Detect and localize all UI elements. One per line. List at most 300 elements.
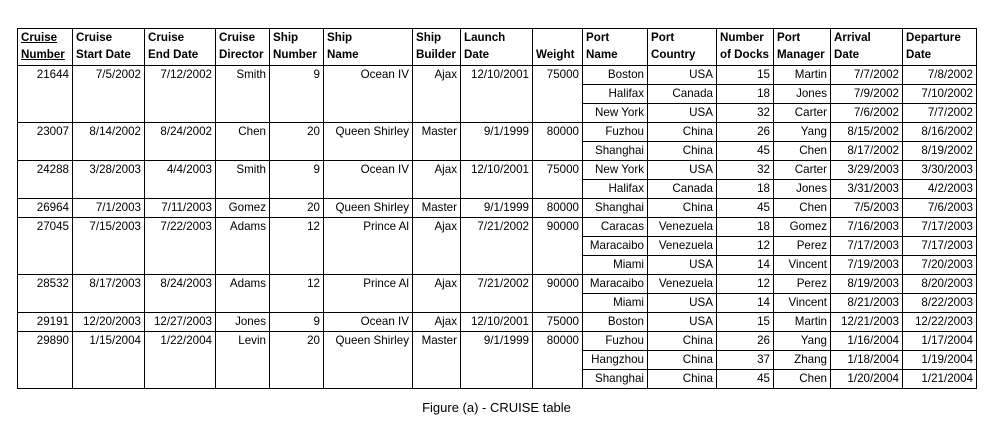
- cruise-cell: 90000: [533, 218, 583, 237]
- table-row: [18, 332, 977, 351]
- port-cell: Jones: [774, 180, 831, 199]
- port-cell: Venezuela: [648, 218, 717, 237]
- column-header: [270, 29, 324, 66]
- port-cell: 1/20/2004: [831, 370, 903, 389]
- column-header-line2: Manager: [777, 48, 825, 61]
- cruise-cell-empty: [145, 142, 216, 161]
- cruise-cell: Gomez: [216, 199, 270, 218]
- cruise-cell-empty: [18, 370, 73, 389]
- port-cell: 8/17/2002: [831, 142, 903, 161]
- cruise-cell: 24288: [18, 161, 73, 180]
- column-header-line1: Ship: [327, 31, 353, 44]
- port-cell: 3/30/2003: [903, 161, 977, 180]
- cruise-cell: 27045: [18, 218, 73, 237]
- column-header-line1: Arrival: [834, 31, 871, 44]
- cruise-table: [17, 28, 977, 389]
- cruise-cell: Ajax: [413, 218, 461, 237]
- cruise-cell-empty: [270, 180, 324, 199]
- cruise-cell-empty: [461, 142, 533, 161]
- cruise-cell-empty: [533, 256, 583, 275]
- table-row: [18, 218, 977, 237]
- cruise-cell: 21644: [18, 66, 73, 85]
- cruise-cell-empty: [145, 370, 216, 389]
- port-cell: New York: [583, 104, 648, 123]
- table-row: [18, 199, 977, 218]
- column-header-line2: Country: [651, 48, 696, 61]
- cruise-cell: 8/14/2002: [73, 123, 145, 142]
- port-cell: 15: [717, 66, 774, 85]
- cruise-cell: 8/24/2002: [145, 123, 216, 142]
- cruise-cell: 12/27/2003: [145, 313, 216, 332]
- port-cell: 15: [717, 313, 774, 332]
- cruise-cell-empty: [533, 85, 583, 104]
- cruise-cell: Master: [413, 199, 461, 218]
- cruise-cell: Ocean IV: [324, 313, 413, 332]
- cruise-cell: 80000: [533, 123, 583, 142]
- cruise-cell: 9/1/1999: [461, 199, 533, 218]
- port-cell: 1/19/2004: [903, 351, 977, 370]
- column-header: [648, 29, 717, 66]
- cruise-cell: Prince Al: [324, 275, 413, 294]
- column-header-line2: Weight: [536, 48, 575, 61]
- cruise-cell: Ajax: [413, 66, 461, 85]
- port-cell: New York: [583, 161, 648, 180]
- port-cell: Chen: [774, 142, 831, 161]
- cruise-cell-empty: [413, 85, 461, 104]
- column-header-line2: Date: [834, 48, 860, 61]
- port-cell: 7/16/2003: [831, 218, 903, 237]
- port-cell: Martin: [774, 66, 831, 85]
- cruise-cell-empty: [533, 104, 583, 123]
- port-cell: 3/29/2003: [831, 161, 903, 180]
- cruise-cell-empty: [413, 294, 461, 313]
- cruise-cell: 3/28/2003: [73, 161, 145, 180]
- cruise-cell: Adams: [216, 218, 270, 237]
- cruise-cell-empty: [270, 294, 324, 313]
- port-cell: 18: [717, 218, 774, 237]
- cruise-cell: 20: [270, 123, 324, 142]
- cruise-cell: 75000: [533, 66, 583, 85]
- port-cell: Halifax: [583, 180, 648, 199]
- port-cell: 7/17/2003: [831, 237, 903, 256]
- cruise-cell-empty: [461, 256, 533, 275]
- port-cell: USA: [648, 294, 717, 313]
- cruise-cell: 12: [270, 218, 324, 237]
- cruise-cell-empty: [145, 256, 216, 275]
- port-cell: Vincent: [774, 294, 831, 313]
- port-cell: Jones: [774, 85, 831, 104]
- port-cell: Venezuela: [648, 275, 717, 294]
- cruise-cell-empty: [324, 351, 413, 370]
- port-cell: 45: [717, 199, 774, 218]
- cruise-cell: 9/1/1999: [461, 332, 533, 351]
- cruise-cell-empty: [216, 85, 270, 104]
- table-row: [18, 275, 977, 294]
- port-cell: 7/7/2002: [903, 104, 977, 123]
- cruise-cell-empty: [324, 237, 413, 256]
- cruise-cell: 12/10/2001: [461, 161, 533, 180]
- cruise-cell: 20: [270, 332, 324, 351]
- cruise-cell-empty: [216, 142, 270, 161]
- cruise-cell-empty: [18, 180, 73, 199]
- cruise-cell-empty: [270, 370, 324, 389]
- port-cell: China: [648, 142, 717, 161]
- column-header-line1: Ship: [416, 31, 442, 44]
- cruise-cell: Smith: [216, 66, 270, 85]
- cruise-cell-empty: [216, 104, 270, 123]
- cruise-cell: 4/4/2003: [145, 161, 216, 180]
- cruise-cell-empty: [73, 180, 145, 199]
- cruise-cell-empty: [73, 237, 145, 256]
- cruise-cell-empty: [145, 351, 216, 370]
- column-header-line1: Port: [777, 31, 801, 44]
- column-header-line1: Port: [586, 31, 610, 44]
- port-cell: Chen: [774, 199, 831, 218]
- port-cell: 7/5/2003: [831, 199, 903, 218]
- port-cell: 7/6/2002: [831, 104, 903, 123]
- column-header-line2: Name: [327, 48, 359, 61]
- cruise-cell: 9: [270, 66, 324, 85]
- port-cell: USA: [648, 161, 717, 180]
- port-cell: Canada: [648, 180, 717, 199]
- cruise-cell-empty: [216, 294, 270, 313]
- cruise-cell: Queen Shirley: [324, 199, 413, 218]
- column-header: [461, 29, 533, 66]
- port-cell: 26: [717, 123, 774, 142]
- cruise-cell-empty: [324, 370, 413, 389]
- port-cell: Boston: [583, 66, 648, 85]
- port-cell: 7/17/2003: [903, 218, 977, 237]
- port-cell: USA: [648, 104, 717, 123]
- cruise-cell-empty: [216, 370, 270, 389]
- port-cell: China: [648, 370, 717, 389]
- port-cell: 7/7/2002: [831, 66, 903, 85]
- cruise-cell: 23007: [18, 123, 73, 142]
- port-cell: Vincent: [774, 256, 831, 275]
- port-cell: 26: [717, 332, 774, 351]
- port-cell: Gomez: [774, 218, 831, 237]
- port-cell: 12: [717, 275, 774, 294]
- table-row: [18, 256, 977, 275]
- port-cell: 7/10/2002: [903, 85, 977, 104]
- column-header: [831, 29, 903, 66]
- cruise-cell-empty: [73, 85, 145, 104]
- column-header-line1: Ship: [273, 31, 299, 44]
- cruise-cell: 9/1/1999: [461, 123, 533, 142]
- column-header: [717, 29, 774, 66]
- cruise-cell-empty: [533, 142, 583, 161]
- port-cell: Perez: [774, 275, 831, 294]
- port-cell: 18: [717, 180, 774, 199]
- cruise-cell-empty: [324, 104, 413, 123]
- cruise-cell: 9: [270, 161, 324, 180]
- port-cell: USA: [648, 313, 717, 332]
- column-header: [18, 29, 73, 66]
- column-header-line2: Number: [21, 48, 65, 61]
- cruise-cell: 75000: [533, 313, 583, 332]
- column-header-line1: Departure: [906, 31, 961, 44]
- cruise-cell: 7/21/2002: [461, 275, 533, 294]
- cruise-cell-empty: [270, 85, 324, 104]
- port-cell: 1/21/2004: [903, 370, 977, 389]
- port-cell: Maracaibo: [583, 237, 648, 256]
- cruise-cell: 80000: [533, 332, 583, 351]
- cruise-cell-empty: [324, 294, 413, 313]
- table-row: [18, 85, 977, 104]
- cruise-cell: 7/22/2003: [145, 218, 216, 237]
- cruise-cell-empty: [73, 294, 145, 313]
- table-row: [18, 66, 977, 85]
- port-cell: Shanghai: [583, 142, 648, 161]
- port-cell: 37: [717, 351, 774, 370]
- cruise-cell-empty: [216, 351, 270, 370]
- cruise-cell-empty: [18, 256, 73, 275]
- port-cell: 32: [717, 104, 774, 123]
- figure-caption: Figure (a) - CRUISE table: [422, 400, 571, 415]
- column-header-line1: Cruise: [219, 31, 256, 44]
- port-cell: Miami: [583, 256, 648, 275]
- column-header: [903, 29, 977, 66]
- cruise-cell-empty: [18, 142, 73, 161]
- port-cell: 12/21/2003: [831, 313, 903, 332]
- cruise-cell-empty: [73, 256, 145, 275]
- cruise-cell-empty: [18, 104, 73, 123]
- port-cell: 14: [717, 256, 774, 275]
- port-cell: 8/20/2003: [903, 275, 977, 294]
- port-cell: Chen: [774, 370, 831, 389]
- table-row: [18, 237, 977, 256]
- port-cell: 12: [717, 237, 774, 256]
- cruise-cell: Ocean IV: [324, 161, 413, 180]
- cruise-cell-empty: [270, 142, 324, 161]
- cruise-cell-empty: [461, 104, 533, 123]
- cruise-cell-empty: [413, 104, 461, 123]
- cruise-cell: 12/10/2001: [461, 66, 533, 85]
- cruise-cell: Ajax: [413, 275, 461, 294]
- table-row: [18, 370, 977, 389]
- cruise-cell-empty: [533, 294, 583, 313]
- table-header: [18, 29, 977, 66]
- port-cell: 45: [717, 370, 774, 389]
- cruise-cell-empty: [324, 180, 413, 199]
- cruise-cell: Master: [413, 123, 461, 142]
- port-cell: Zhang: [774, 351, 831, 370]
- cruise-cell: 7/15/2003: [73, 218, 145, 237]
- column-header: [216, 29, 270, 66]
- column-header-line2: Start Date: [76, 48, 131, 61]
- cruise-cell-empty: [413, 237, 461, 256]
- port-cell: China: [648, 123, 717, 142]
- cruise-cell: 7/1/2003: [73, 199, 145, 218]
- cruise-cell: Smith: [216, 161, 270, 180]
- cruise-cell: 20: [270, 199, 324, 218]
- port-cell: 4/2/2003: [903, 180, 977, 199]
- port-cell: 7/17/2003: [903, 237, 977, 256]
- cruise-cell-empty: [533, 370, 583, 389]
- cruise-cell: 9: [270, 313, 324, 332]
- cruise-cell-empty: [461, 294, 533, 313]
- cruise-cell: Queen Shirley: [324, 123, 413, 142]
- cruise-cell: Jones: [216, 313, 270, 332]
- cruise-cell-empty: [461, 85, 533, 104]
- cruise-cell-empty: [413, 180, 461, 199]
- table-row: [18, 104, 977, 123]
- column-header-line1: Cruise: [76, 31, 113, 44]
- cruise-cell-empty: [461, 180, 533, 199]
- cruise-cell-empty: [413, 256, 461, 275]
- column-header: [413, 29, 461, 66]
- port-cell: 7/20/2003: [903, 256, 977, 275]
- column-header-line2: End Date: [148, 48, 199, 61]
- cruise-cell: Ajax: [413, 313, 461, 332]
- cruise-cell: 1/15/2004: [73, 332, 145, 351]
- port-cell: 8/19/2002: [903, 142, 977, 161]
- port-cell: 7/6/2003: [903, 199, 977, 218]
- cruise-cell-empty: [533, 351, 583, 370]
- cruise-cell: Levin: [216, 332, 270, 351]
- port-cell: Perez: [774, 237, 831, 256]
- cruise-cell-empty: [145, 85, 216, 104]
- cruise-cell: 7/21/2002: [461, 218, 533, 237]
- column-header: [145, 29, 216, 66]
- cruise-cell-empty: [270, 237, 324, 256]
- cruise-cell-empty: [324, 256, 413, 275]
- port-cell: Carter: [774, 104, 831, 123]
- port-cell: China: [648, 332, 717, 351]
- cruise-cell-empty: [270, 351, 324, 370]
- cruise-cell: 7/11/2003: [145, 199, 216, 218]
- column-header-line2: Number: [273, 48, 317, 61]
- column-header-line2: Builder: [416, 48, 456, 61]
- port-cell: USA: [648, 66, 717, 85]
- cruise-cell-empty: [73, 104, 145, 123]
- port-cell: 18: [717, 85, 774, 104]
- port-cell: Martin: [774, 313, 831, 332]
- port-cell: 32: [717, 161, 774, 180]
- column-header: [774, 29, 831, 66]
- cruise-cell: 12: [270, 275, 324, 294]
- cruise-cell-empty: [216, 256, 270, 275]
- port-cell: China: [648, 351, 717, 370]
- port-cell: 8/21/2003: [831, 294, 903, 313]
- cruise-cell: Prince Al: [324, 218, 413, 237]
- column-header-line2: Director: [219, 48, 264, 61]
- port-cell: 45: [717, 142, 774, 161]
- port-cell: 1/18/2004: [831, 351, 903, 370]
- cruise-cell: 7/12/2002: [145, 66, 216, 85]
- port-cell: 1/17/2004: [903, 332, 977, 351]
- port-cell: Fuzhou: [583, 123, 648, 142]
- cruise-cell-empty: [413, 370, 461, 389]
- cruise-cell: 29191: [18, 313, 73, 332]
- cruise-cell: Master: [413, 332, 461, 351]
- port-cell: Shanghai: [583, 199, 648, 218]
- port-cell: Venezuela: [648, 237, 717, 256]
- port-cell: Yang: [774, 123, 831, 142]
- column-header-line1: Cruise: [148, 31, 185, 44]
- table-row: [18, 142, 977, 161]
- port-cell: Boston: [583, 313, 648, 332]
- cruise-cell-empty: [18, 294, 73, 313]
- cruise-cell: 12/10/2001: [461, 313, 533, 332]
- cruise-cell: Ocean IV: [324, 66, 413, 85]
- cruise-cell: Queen Shirley: [324, 332, 413, 351]
- port-cell: 12/22/2003: [903, 313, 977, 332]
- column-header-line2: of Docks: [720, 48, 769, 61]
- cruise-cell: 7/5/2002: [73, 66, 145, 85]
- cruise-cell-empty: [145, 294, 216, 313]
- column-header-line1: [536, 29, 579, 46]
- cruise-cell-empty: [18, 85, 73, 104]
- column-header-line2: Name: [586, 48, 618, 61]
- column-header-line2: Date: [906, 48, 932, 61]
- cruise-cell-empty: [413, 351, 461, 370]
- column-header: [324, 29, 413, 66]
- port-cell: Yang: [774, 332, 831, 351]
- cruise-cell: 29890: [18, 332, 73, 351]
- port-cell: 7/19/2003: [831, 256, 903, 275]
- table-row: [18, 161, 977, 180]
- cruise-cell-empty: [145, 237, 216, 256]
- column-header: [533, 29, 583, 66]
- port-cell: Hangzhou: [583, 351, 648, 370]
- cruise-cell-empty: [216, 237, 270, 256]
- cruise-cell-empty: [270, 256, 324, 275]
- port-cell: 7/9/2002: [831, 85, 903, 104]
- cruise-cell: 12/20/2003: [73, 313, 145, 332]
- column-header-line1: Number: [720, 31, 764, 44]
- cruise-cell-empty: [73, 351, 145, 370]
- cruise-cell: Chen: [216, 123, 270, 142]
- table-row: [18, 313, 977, 332]
- cruise-cell-empty: [216, 180, 270, 199]
- port-cell: Shanghai: [583, 370, 648, 389]
- table-row: [18, 123, 977, 142]
- cruise-cell: 26964: [18, 199, 73, 218]
- column-header: [73, 29, 145, 66]
- column-header: [583, 29, 648, 66]
- port-cell: Miami: [583, 294, 648, 313]
- port-cell: Maracaibo: [583, 275, 648, 294]
- cruise-cell-empty: [18, 237, 73, 256]
- cruise-cell: 28532: [18, 275, 73, 294]
- table-row: [18, 294, 977, 313]
- cruise-cell-empty: [324, 142, 413, 161]
- cruise-cell: 8/24/2003: [145, 275, 216, 294]
- table-row: [18, 351, 977, 370]
- port-cell: China: [648, 199, 717, 218]
- cruise-cell-empty: [533, 237, 583, 256]
- cruise-cell-empty: [413, 142, 461, 161]
- cruise-cell: 1/22/2004: [145, 332, 216, 351]
- cruise-cell-empty: [461, 237, 533, 256]
- port-cell: 1/16/2004: [831, 332, 903, 351]
- cruise-cell: 8/17/2003: [73, 275, 145, 294]
- port-cell: 14: [717, 294, 774, 313]
- cruise-cell-empty: [461, 370, 533, 389]
- cruise-cell-empty: [270, 104, 324, 123]
- port-cell: 8/15/2002: [831, 123, 903, 142]
- port-cell: 8/16/2002: [903, 123, 977, 142]
- cruise-cell-empty: [18, 351, 73, 370]
- column-header-line1: Launch: [464, 31, 506, 44]
- cruise-cell-empty: [324, 85, 413, 104]
- cruise-cell: 75000: [533, 161, 583, 180]
- port-cell: Caracas: [583, 218, 648, 237]
- table-body: [18, 66, 977, 389]
- column-header-line2: Date: [464, 48, 490, 61]
- cruise-cell-empty: [73, 370, 145, 389]
